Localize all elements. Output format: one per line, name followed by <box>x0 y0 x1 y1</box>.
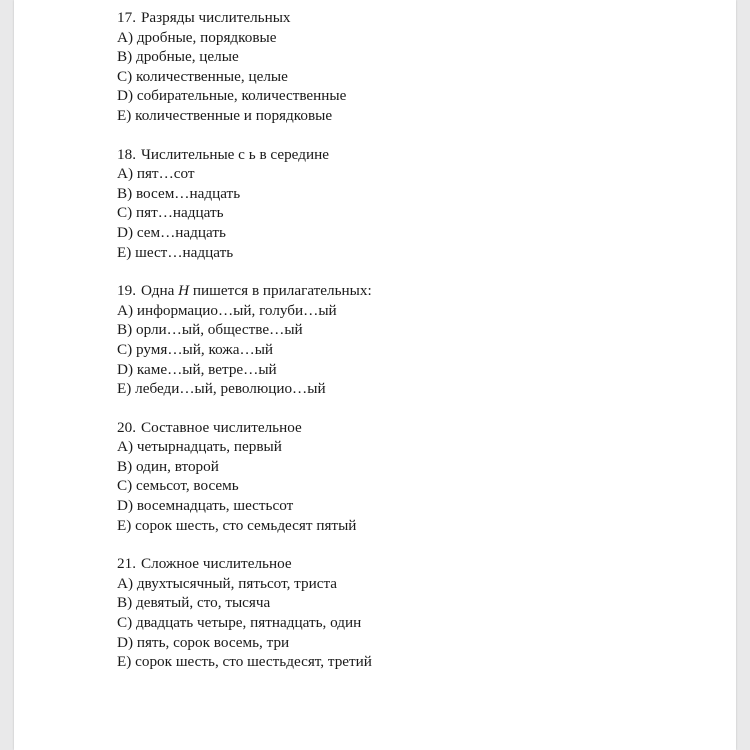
answer-option-a: A) четырнадцать, первый <box>117 438 282 456</box>
answer-option-d: D) собирательные, количественные <box>117 87 347 105</box>
question-19 <box>117 281 372 399</box>
answer-option-e: E) количественные и порядковые <box>117 106 333 124</box>
question-title <box>117 554 372 574</box>
question-title <box>117 8 372 28</box>
answer-option-b: B) дробные, целые <box>117 48 239 66</box>
question-17 <box>117 8 372 126</box>
question-text: Составное числительное <box>140 418 302 436</box>
answer-option-b: B) восем…надцать <box>117 184 241 202</box>
question-text-italic: Н <box>178 282 190 300</box>
answer-option-c: C) семьсот, восемь <box>117 477 239 495</box>
question-number: 20. <box>117 418 136 436</box>
question-number: 18. <box>117 145 136 163</box>
answer-option-c: C) количественные, целые <box>117 67 288 85</box>
answer-option-e: E) сорок шесть, сто семьдесят пятый <box>117 516 357 534</box>
document-page <box>14 0 736 750</box>
question-number: 17. <box>117 9 136 26</box>
answer-option-d: D) сем…надцать <box>117 223 226 241</box>
answer-option-a: A) пят…сот <box>117 165 195 183</box>
question-text-prefix: Одна <box>140 282 179 300</box>
question-title <box>117 145 372 165</box>
answer-option-e: E) сорок шесть, сто шестьдесят, третий <box>117 653 372 671</box>
answer-option-a: A) дробные, порядковые <box>117 28 277 46</box>
questions-list <box>117 8 372 691</box>
answer-option-c: C) румя…ый, кожа…ый <box>117 340 274 358</box>
answer-option-c: C) двадцать четыре, пятнадцать, один <box>117 614 362 632</box>
answer-option-e: E) шест…надцать <box>117 243 234 261</box>
question-text-suffix: пишется в прилагательных: <box>189 282 372 300</box>
question-20 <box>117 418 372 536</box>
question-number: 19. <box>117 282 136 300</box>
answer-option-d: D) пять, сорок восемь, три <box>117 633 290 651</box>
question-title <box>117 281 372 301</box>
answer-option-d: D) восемнадцать, шестьсот <box>117 497 294 515</box>
answer-option-a: A) двухтысячный, пятьсот, триста <box>117 574 338 592</box>
answer-option-a: A) информацио…ый, голуби…ый <box>117 301 337 319</box>
answer-option-c: C) пят…надцать <box>117 204 224 222</box>
answer-option-d: D) каме…ый, ветре…ый <box>117 360 277 378</box>
question-text: Сложное числительное <box>140 555 292 573</box>
answer-option-b: B) один, второй <box>117 457 219 475</box>
question-title <box>117 418 372 438</box>
answer-option-e: E) лебеди…ый, революцио…ый <box>117 380 326 398</box>
answer-option-b: B) девятый, сто, тысяча <box>117 594 271 612</box>
question-18 <box>117 145 372 263</box>
answer-option-b: B) орли…ый, обществе…ый <box>117 321 303 339</box>
question-number: 21. <box>117 555 136 573</box>
question-21 <box>117 554 372 672</box>
question-text: Разряды числительных <box>140 9 291 26</box>
question-text: Числительные с ь в середине <box>140 145 329 163</box>
